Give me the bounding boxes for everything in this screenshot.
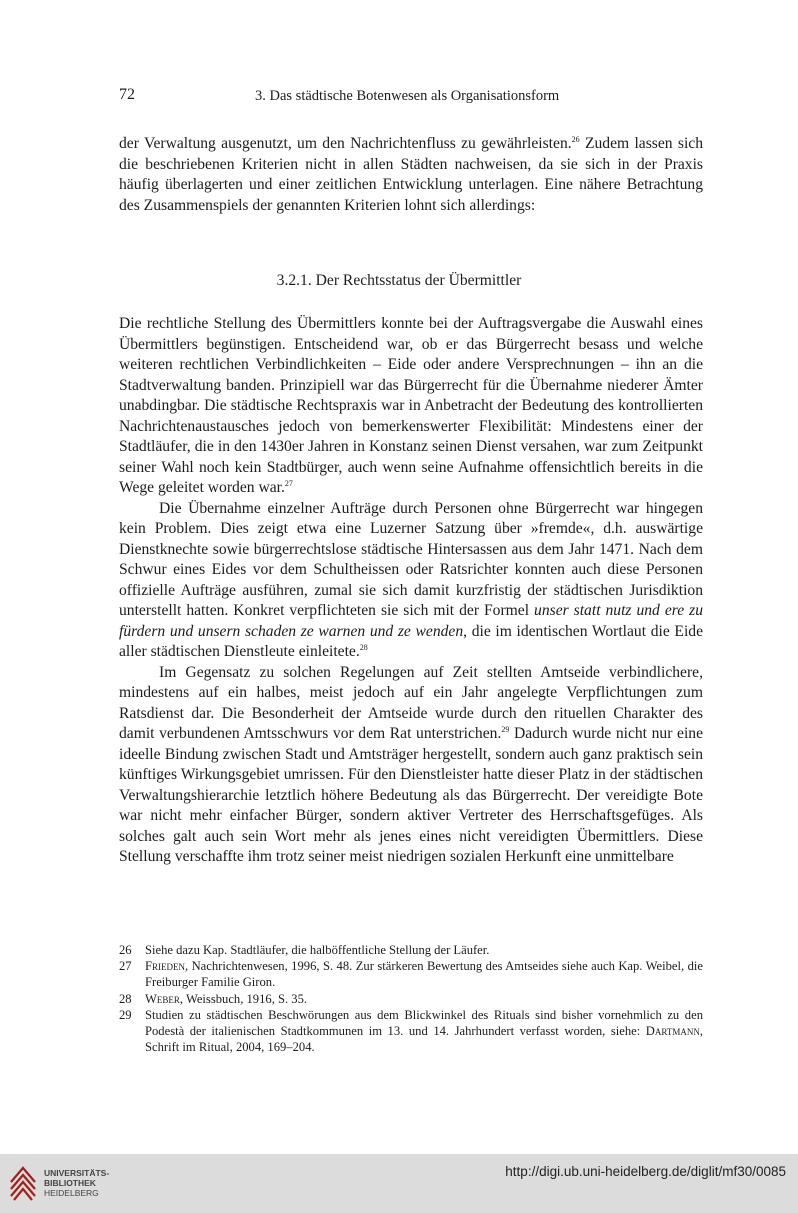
library-name-line: HEIDELBERG: [44, 1188, 99, 1198]
paragraph-text: Die rechtliche Stellung des Übermittlers konnte bei der Auftragsvergabe die Auswahl eines Übermittlers begünstigen. Entscheidend war, ob er das Bürgerrecht besass und welche weiteren rechtlichen Verbindlichkeiten – Eide oder andere Versprechnungen – ihn an die Stadtverwaltung banden. Prinzipiell war das Bürgerrecht für die Übernahme niederer Ämter unabdingbar. Die städtische Rechtspraxis war in Anbetracht der Bedeutung des kontrollierten Nachrichtenaustausches jedoch von bemerkenswerter Flexibilität: Mindestens einer der Stadtläufer, die in den 1430er Jahren in Konstanz seinen Dienst versahen, war zum Zeitpunkt seiner Wahl noch kein Stadtbürger, auch wenn seine Aufnahme offensichtlich bereits in die Wege geleitet worden war.: [119, 315, 703, 496]
footnote-28: [119, 991, 703, 1007]
paragraph-text: der Verwaltung ausgenutzt, um den Nachrichtenfluss zu gewährleisten.: [119, 135, 572, 152]
library-name-line: UNIVERSITÄTS-: [44, 1168, 110, 1178]
footnote-27: [119, 958, 703, 990]
paragraph-1: [119, 314, 703, 499]
paragraph-text: Im Gegensatz zu solchen Regelungen auf Zeit stellten Amtseide verbindlichere, mindestens auf ein halbes, meist jedoch auf ein Jahr angelegte Verpflichtungen zum Ratsdienst dar. Die Besonderheit der Amtseide wurde durch den rituellen Charakter des damit verbundenen Amtsschwurs vor dem Rat unterstrichen.: [119, 663, 703, 742]
paragraph-text: Zudem lassen sich die beschriebenen Kriterien nicht in allen Städten nachweisen, da sie sich in der Praxis häufig überlagerten und einer zeitlichen Entwicklung unterlagen. Eine nähere Betrachtung des Zusammenspiels der genannten Kriterien lohnt sich allerdings:: [119, 135, 703, 214]
footnotes: [119, 942, 703, 1055]
footnote-ref[interactable]: 28: [359, 643, 368, 652]
footnote-ref[interactable]: 29: [501, 725, 510, 734]
footnote-ref[interactable]: 26: [571, 135, 580, 144]
footnote-text: [145, 991, 703, 1007]
paragraph-intro: [119, 134, 703, 216]
paragraph-text: Dadurch wurde nicht nur eine ideelle Bindung zwischen Stadt und Amtsträger hergestellt, sondern auch ganz praktisch sein künftiges Wirkungsgebiet umrissen. Für den Dienstleister hatte dieser Platz in der städtischen Verwaltungshierarchie letztlich höhere Bedeutung als das Bürgerrecht. Der vereidigte Bote war nicht mehr einfacher Bürger, sondern aktiver Vertreter des Herrschaftsgefüges. Als solches galt auch sein Wort mehr als jenes eines nicht vereidigten Übermittlers. Diese Stellung verschaffte ihm trotz seiner meist niedrigen sozialen Herkunft eine unmittelbare: [119, 725, 703, 865]
paragraph-text: , die im identischen Wortlaut die Eide aller städtischen Dienstleute einleitete.: [119, 622, 703, 660]
library-logo-icon: [8, 1162, 38, 1202]
running-title: 3. Das städtische Botenwesen als Organisationsform: [255, 88, 560, 104]
footnote-number: 27: [119, 959, 132, 974]
page-url-link[interactable]: http://digi.ub.uni-heidelberg.de/diglit/mf30/0085: [505, 1164, 786, 1179]
page-number: 72: [119, 86, 135, 103]
footnote-ref[interactable]: 27: [284, 479, 293, 488]
library-name-line: BIBLIOTHEK: [44, 1178, 96, 1188]
citation-text: , Weissbuch, 1916, S. 35.: [179, 991, 308, 1006]
author-name: Dartmann: [645, 1024, 700, 1039]
paragraph-3: [119, 663, 703, 868]
citation-text: , Schrift im Ritual, 2004, 169–204.: [145, 1024, 703, 1055]
footnote-number: 26: [119, 943, 132, 957]
section-heading: 3.2.1. Der Rechtsstatus der Übermittler: [276, 272, 522, 289]
footnote-26: [119, 942, 703, 958]
author-name: Frieden: [145, 959, 185, 974]
footnote-text: [145, 958, 703, 990]
author-name: Weber: [145, 991, 180, 1006]
footer-bar: [0, 1154, 798, 1213]
citation-text: Studien zu städtischen Beschwörungen aus dem Blickwinkel des Rituals sind bisher vornehmlich zu den Podestà der italienischen Stadtkommunen im 13. und 14. Jahrhundert verfasst worden, siehe:: [145, 1007, 703, 1039]
paragraph-2: [119, 499, 703, 663]
footnote-number: 29: [119, 1007, 132, 1022]
quote-formula: unser statt nutz und ere zu fürdern und unsern schaden ze warnen und ze wenden: [119, 602, 704, 640]
footnote-text: Siehe dazu Kap. Stadtläufer, die halböffentliche Stellung der Läufer.: [145, 943, 490, 957]
citation-text: , Nachrichtenwesen, 1996, S. 48. Zur stärkeren Bewertung des Amtseides siehe auch Kap. Weibel, die Freiburger Familie Giron.: [145, 959, 703, 990]
library-name: [44, 1168, 109, 1198]
body-text: [119, 314, 703, 868]
paragraph-text: Die Übernahme einzelner Aufträge durch Personen ohne Bürgerrecht war hingegen kein Problem. Dies zeigt etwa eine Luzerner Satzung über »fremde«, d.h. auswärtige Dienstknechte sowie bürgerrechtslose städtische Hintersassen aus dem Jahr 1471. Nach dem Schwur eines Eides vor dem Schultheissen oder Ratsrichter konnten auch diese Personen offizielle Aufträge ausführen, zumal sie sich damit kurzfristig der städtischen Jurisdiktion unterstellt hatten. Konkret verpflichteten sie sich mit der Formel: [119, 499, 703, 619]
footnote-number: 28: [119, 991, 132, 1006]
footnote-text: [145, 1007, 703, 1056]
footnote-29: [119, 1007, 703, 1056]
